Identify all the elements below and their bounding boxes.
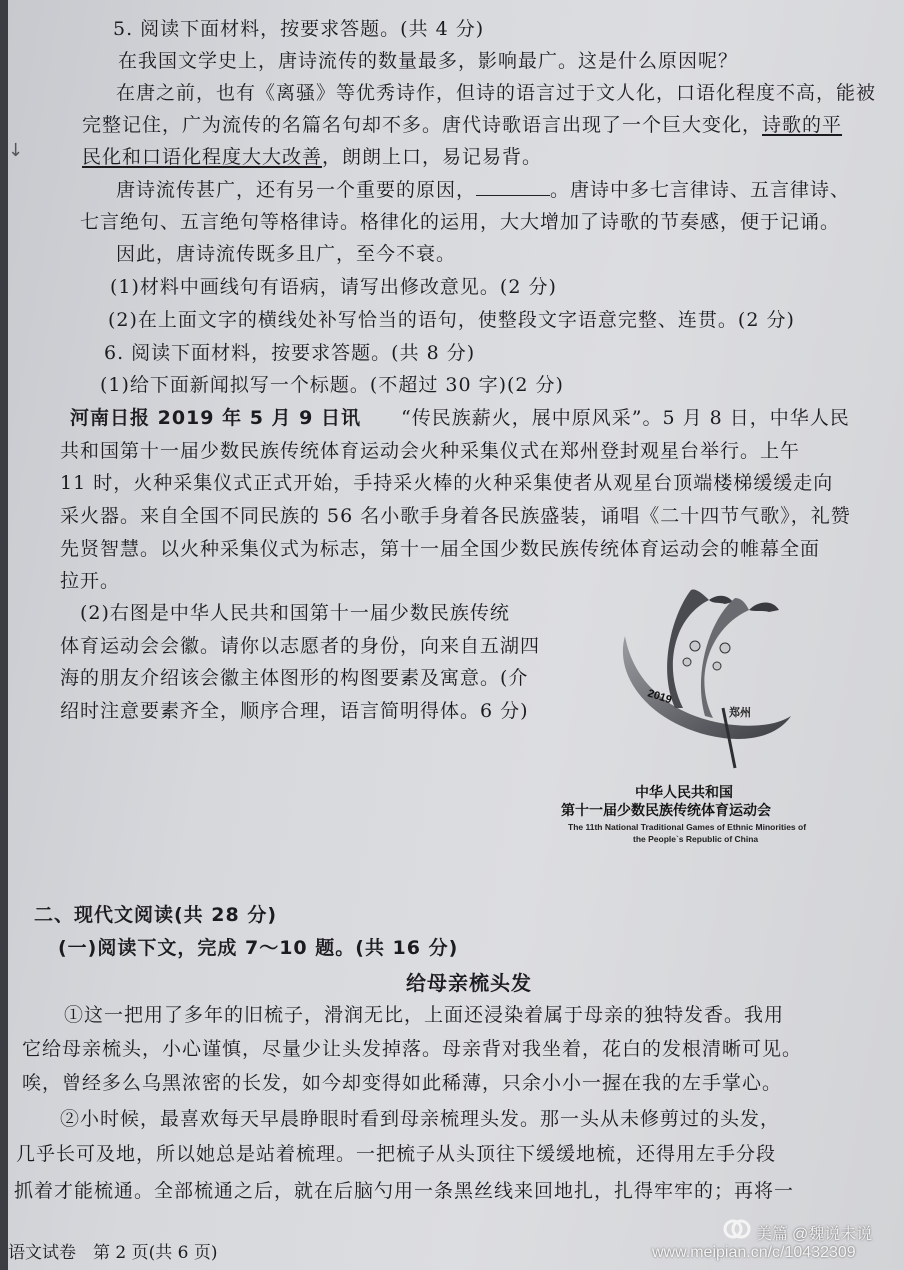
exam-page [8, 0, 904, 1270]
paragraph-1-line-1: ①这一把用了多年的旧梳子，滑润无比，上面还浸染着属于母亲的独特发香。我用 [64, 1004, 785, 1026]
q5-line-4-text: ，朗朗上口，易记易背。 [322, 146, 543, 168]
emblem-caption-cn-1: 中华人民共和国 [635, 785, 733, 801]
q5-line-4 [82, 142, 542, 169]
q5-line-7: 因此，唐诗流传既多且广，至今不衰。 [116, 243, 457, 265]
meipian-logo-icon [722, 1214, 752, 1244]
margin-mark: ↓ [8, 140, 24, 161]
news-source: 河南日报 2019 年 5 月 9 日讯 [70, 407, 362, 429]
q5-line-5-text-b: 。唐诗中多七言律诗、五言律诗、 [550, 179, 851, 201]
news-line-3: 11 时，火种采集仪式正式开始，手持采火棒的火种采集使者从观星台顶端楼梯缓缓走向 [60, 472, 834, 494]
dragon-left-head [709, 596, 733, 604]
q6-sub-2-line-3: 海的朋友介绍该会徽主体图形的构图要素及寓意。(介 [60, 667, 529, 689]
dragon-right-head [749, 603, 779, 613]
q5-line-3-text: 完整记住，广为流传的名篇名句却不多。唐代诗歌语言出现了一个巨大变化， [82, 114, 763, 136]
section2-header: 二、现代文阅读(共 28 分) [34, 904, 278, 926]
news-line-4: 采火器。来自全国不同民族的 56 名小歌手身着各民族盛装，诵唱《二十四节气歌》，礼赞 [60, 505, 851, 527]
q6-sub-2-line-4: 绍时注意要素齐全，顺序合理，语言简明得体。6 分) [60, 700, 529, 722]
news-line-1-text: “传民族薪火，展中原风采”。5 月 8 日，中华人民 [401, 407, 850, 429]
news-line-1 [70, 403, 850, 430]
fill-in-blank[interactable] [476, 181, 550, 196]
emblem-city: 郑州 [729, 706, 751, 719]
q5-sub-1: (1)材料中画线句有语病，请写出修改意见。(2 分) [110, 276, 557, 298]
dragon-right-body [701, 598, 749, 718]
watermark-url: www.meipian.cn/c/10432309 [652, 1244, 856, 1261]
q5-line-3 [82, 110, 842, 137]
q5-line-5 [116, 175, 850, 202]
q5-header: 5. 阅读下面材料，按要求答题。(共 4 分) [113, 18, 485, 40]
emblem-caption-cn-2: 第十一届少数民族传统体育运动会 [561, 803, 771, 819]
paragraph-1-line-2: 它给母亲梳头，小心谨慎，尽量少让头发掉落。母亲背对我坐着，花白的发根清晰可见。 [22, 1038, 803, 1060]
section2-part1: (一)阅读下文，完成 7～10 题。(共 16 分) [58, 937, 459, 959]
q5-line-1: 在我国文学史上，唐诗流传的数量最多，影响最广。这是什么原因呢？ [118, 50, 739, 72]
emblem-caption-en-2: the People`s Republic of China [633, 834, 759, 844]
q6-sub-1: (1)给下面新闻拟写一个标题。(不超过 30 字)(2 分) [100, 374, 564, 396]
q6-sub-2-line-1: (2)右图是中华人民共和国第十一届少数民族传统 [80, 602, 510, 624]
q5-line-5-text-a: 唐诗流传甚广，还有另一个重要的原因， [116, 179, 477, 201]
article-title: 给母亲梳头发 [406, 971, 532, 995]
paragraph-2-line-2: 几乎长可及地，所以她总是站着梳理。一把梳子从头顶往下缓缓地梳，还得用左手分段 [16, 1143, 777, 1165]
news-line-2: 共和国第十一届少数民族传统体育运动会火种采集仪式在郑州登封观星台举行。上午 [60, 440, 801, 462]
news-line-5: 先贤智慧。以火种采集仪式为标志，第十一届全国少数民族传统体育运动会的帷幕全面 [60, 538, 821, 560]
underlined-sentence-part-1: 诗歌的平 [762, 114, 843, 136]
underlined-sentence-part-2: 民化和口语化程度大大改善 [82, 146, 323, 168]
q5-sub-2: (2)在上面文字的横线处补写恰当的语句，使整段文字语意完整、连贯。(2 分) [108, 309, 795, 331]
emblem-year: 2019 [646, 687, 674, 707]
q6-sub-2-line-2: 体育运动会会徽。请你以志愿者的身份，向来自五湖四 [60, 635, 541, 657]
q5-line-2: 在唐之前，也有《离骚》等优秀诗作，但诗的语言过于文人化，口语化程度不高，能被 [116, 82, 877, 104]
news-line-6: 拉开。 [60, 570, 121, 592]
watermark-author: @魏说未说 [792, 1226, 873, 1243]
paragraph-2-line-3: 抓着才能梳通。全部梳通之后，就在后脑勺用一条黑丝线来回地扎，扎得牢牢的；再将一 [14, 1180, 795, 1202]
q6-header: 6. 阅读下面材料，按要求答题。(共 8 分) [104, 342, 476, 364]
watermark-brand: 美篇 [756, 1226, 789, 1243]
emblem-caption-en-1: The 11th National Traditional Games of Ethnic Minorities of [568, 822, 807, 832]
paragraph-1-line-3: 唉，曾经多么乌黑浓密的长发，如今却变得如此稀薄，只余小小一握在我的左手掌心。 [22, 1072, 783, 1094]
games-emblem-icon [613, 588, 813, 773]
q5-line-6: 七言绝句、五言绝句等格律诗。格律化的运用，大大增加了诗歌的节奏感，便于记诵。 [80, 211, 841, 233]
paragraph-2-line-1: ②小时候，最喜欢每天早晨睁眼时看到母亲梳理头发。那一头从未修剪过的头发， [60, 1108, 781, 1130]
page-footer: 语文试卷 第 2 页(共 6 页) [8, 1243, 218, 1263]
